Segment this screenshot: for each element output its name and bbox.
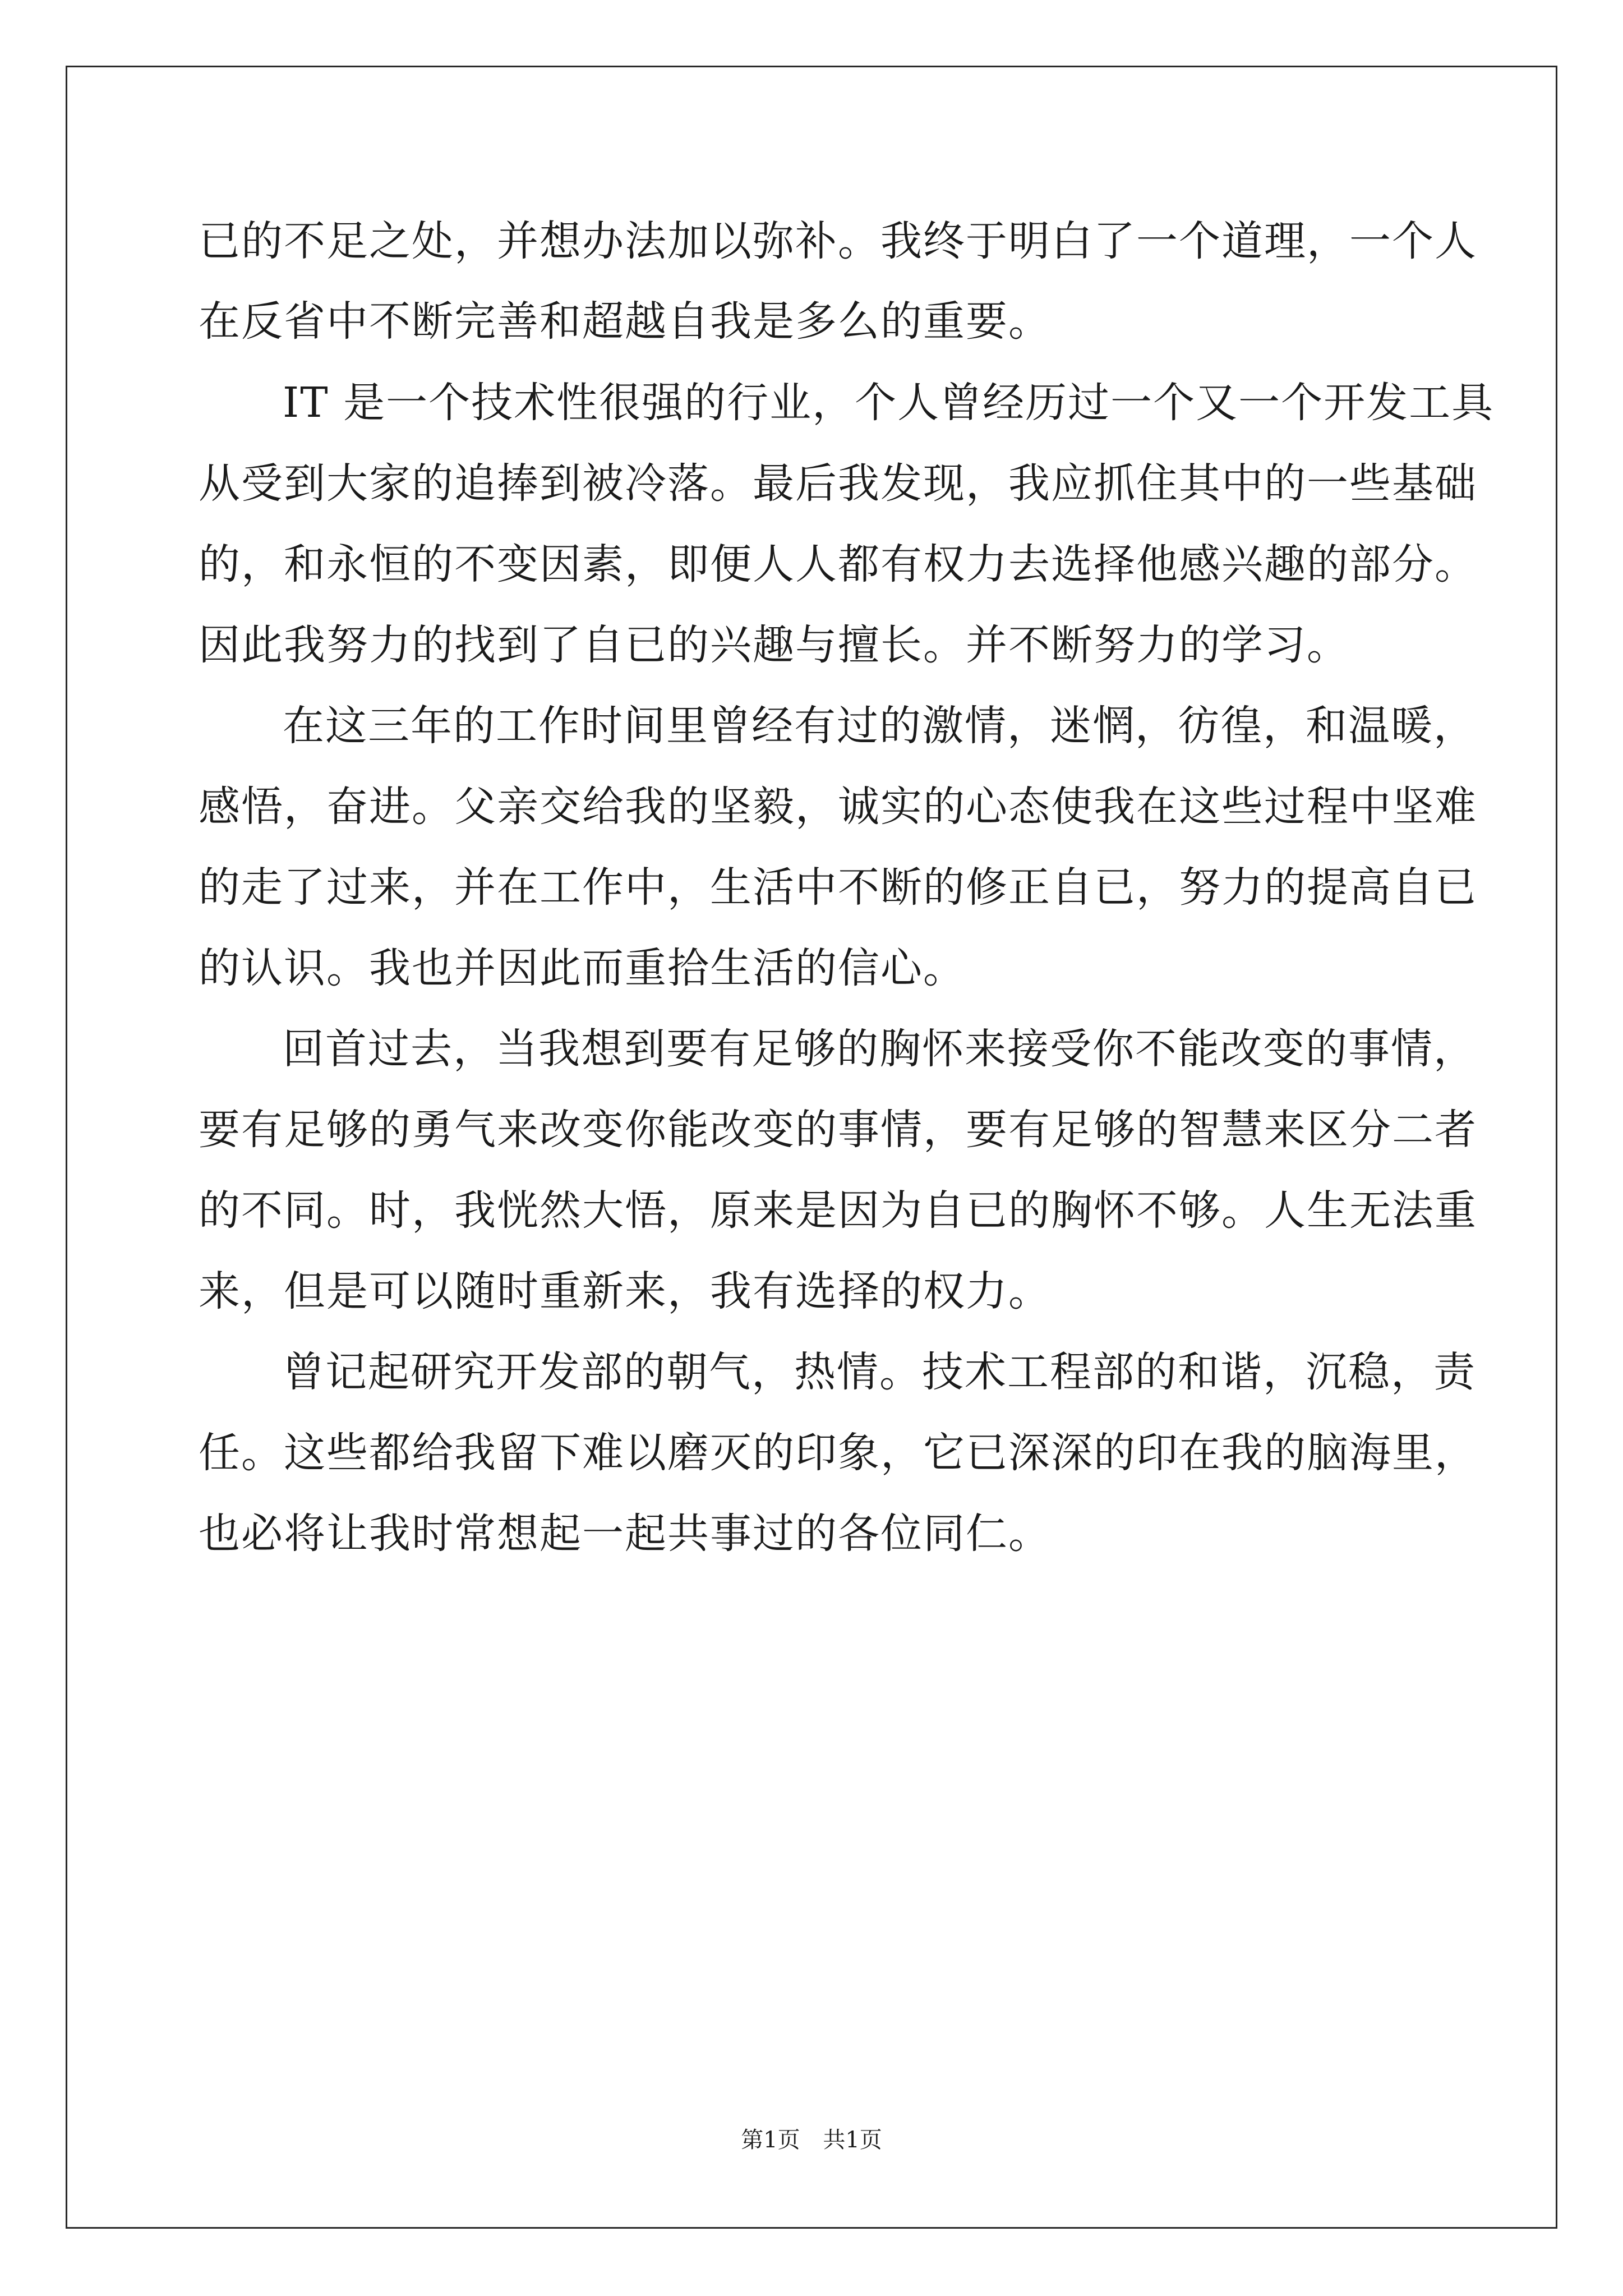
- page-footer: [0, 2122, 1623, 2154]
- text-line: 的认识。我也并因此而重拾生活的信心。: [199, 944, 966, 992]
- text-line: 的走了过来，并在工作中，生活中不断的修正自已，努力的提高自已: [199, 863, 1477, 912]
- text-line: 因此我努力的找到了自已的兴趣与擅长。并不断努力的学习。: [199, 621, 1349, 669]
- text-line: 感悟，奋进。父亲交给我的坚毅，诚实的心态使我在这些过程中坚难: [199, 783, 1477, 831]
- text-line: 曾记起研究开发部的朝气，热情。技术工程部的和谐，沉稳，责: [283, 1348, 1476, 1396]
- text-line: 从受到大家的追捧到被冷落。最后我发现，我应抓住其中的一些基础: [199, 459, 1477, 508]
- text-line: 的，和永恒的不变因素，即便人人都有权力去选择他感兴趣的部分。: [199, 540, 1477, 588]
- text-line: 回首过去，当我想到要有足够的胸怀来接受你不能改变的事情，: [283, 1025, 1476, 1073]
- text-line: 来，但是可以随时重新来，我有选择的权力。: [199, 1267, 1051, 1315]
- text-line: IT 是一个技术性很强的行业，个人曾经历过一个又一个开发工具: [283, 379, 1495, 427]
- page-number-total: 共1页: [823, 2127, 882, 2153]
- page-number-current: 第1页: [741, 2127, 800, 2153]
- text-line: 也必将让我时常想起一起共事过的各位同仁。: [199, 1510, 1051, 1558]
- text-line: 的不同。时，我恍然大悟，原来是因为自已的胸怀不够。人生无法重: [199, 1186, 1477, 1235]
- text-line: 要有足够的勇气来改变你能改变的事情，要有足够的智慧来区分二者: [199, 1106, 1477, 1154]
- text-line: 任。这些都给我留下难以磨灭的印象，它已深深的印在我的脑海里，: [199, 1429, 1477, 1477]
- text-line: 已的不足之处，并想办法加以弥补。我终于明白了一个道理，一个人: [199, 217, 1477, 265]
- text-line: 在这三年的工作时间里曾经有过的激情，迷惘，彷徨，和温暖，: [283, 702, 1476, 750]
- text-line: 在反省中不断完善和超越自我是多么的重要。: [199, 297, 1051, 346]
